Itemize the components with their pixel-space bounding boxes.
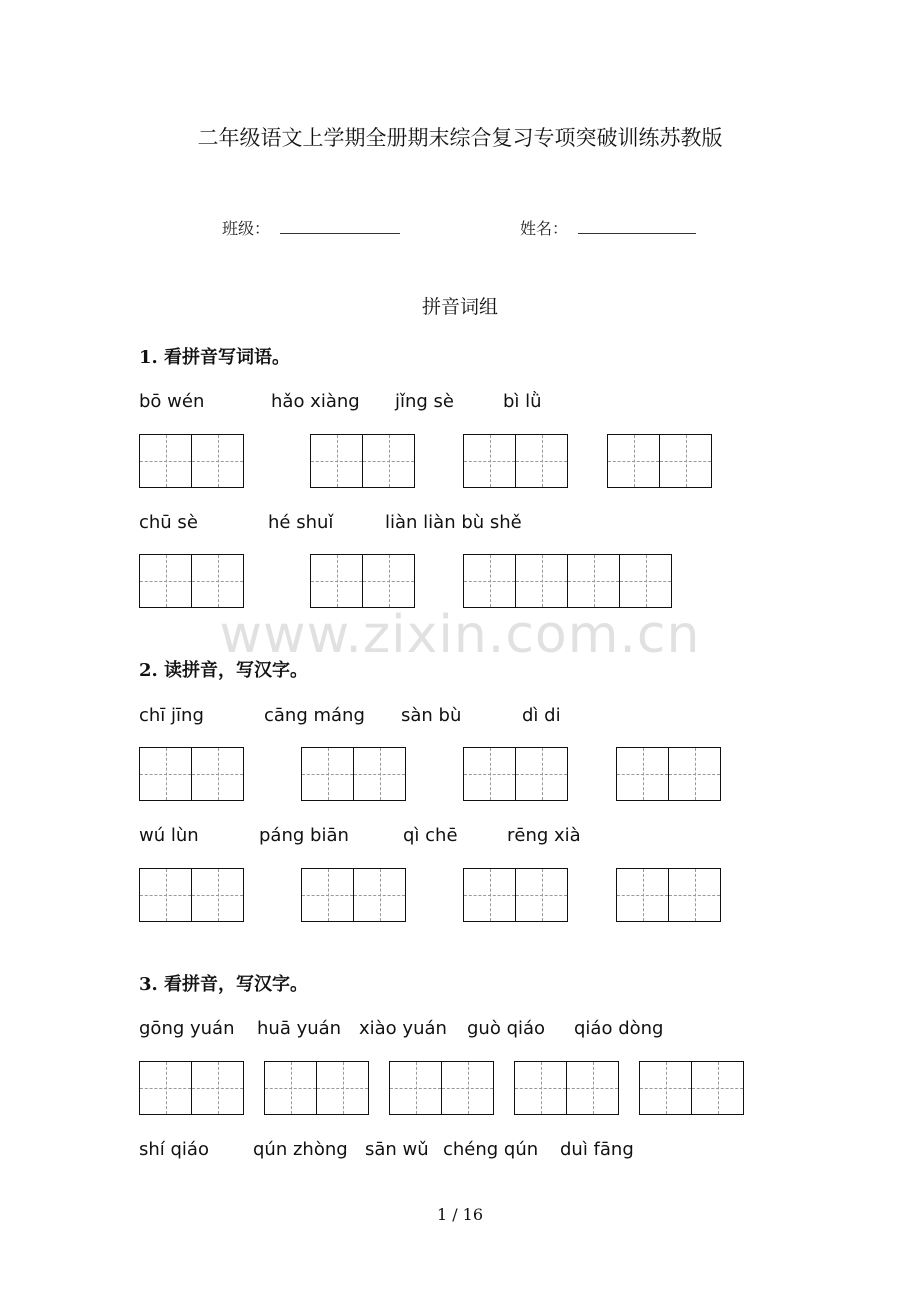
writing-grid[interactable] [264,1061,369,1115]
pinyin-label: chī jīng [139,705,204,726]
pinyin-label: hǎo xiàng [271,391,360,412]
writing-grid[interactable] [139,868,244,922]
writing-grid[interactable] [463,747,568,801]
watermark: www.zixin.com.cn [219,605,701,665]
name-label: 姓名： [520,219,569,238]
writing-grid[interactable] [616,747,721,801]
pinyin-label: páng biān [259,825,349,846]
writing-grid[interactable] [310,434,415,488]
question-1-heading: 1. 看拼音写词语。 [139,347,291,368]
writing-grid[interactable] [463,434,568,488]
pinyin-label: dì di [522,705,561,726]
grid-cell[interactable] [608,435,660,487]
class-label: 班级： [222,219,271,238]
grid-cell[interactable] [311,435,363,487]
grid-cell[interactable] [567,1062,619,1114]
pinyin-label: cāng máng [264,705,365,726]
grid-cell[interactable] [140,555,192,607]
writing-grid[interactable] [310,554,415,608]
grid-cell[interactable] [140,869,192,921]
grid-cell[interactable] [516,869,568,921]
grid-cell[interactable] [140,1062,192,1114]
grid-cell[interactable] [568,555,620,607]
grid-cell[interactable] [192,555,244,607]
grid-cell[interactable] [660,435,712,487]
grid-cell[interactable] [620,555,672,607]
writing-grid[interactable] [607,434,712,488]
grid-cell[interactable] [192,1062,244,1114]
grid-cell[interactable] [302,748,354,800]
page-number: 1 / 16 [436,1205,484,1224]
pinyin-label: jǐng sè [395,391,455,412]
grid-cell[interactable] [302,869,354,921]
grid-cell[interactable] [617,748,669,800]
grid-cell[interactable] [464,435,516,487]
section-title: 拼音词组 [421,296,498,318]
class-blank[interactable] [280,233,400,234]
grid-cell[interactable] [516,748,568,800]
grid-cell[interactable] [192,748,244,800]
writing-grid[interactable] [139,434,244,488]
grid-cell[interactable] [192,435,244,487]
writing-grid[interactable] [139,747,244,801]
grid-cell[interactable] [464,555,516,607]
pinyin-label: bō wén [139,391,205,412]
writing-grid[interactable] [301,747,406,801]
pinyin-label: liàn liàn bù shě [385,512,522,533]
pinyin-label: wú lùn [139,825,199,846]
pinyin-label: chéng qún [443,1139,539,1160]
pinyin-label: huā yuán [257,1018,342,1039]
pinyin-label: bì lǜ [503,391,542,412]
writing-grid[interactable] [139,554,244,608]
pinyin-label: shí qiáo [139,1139,209,1160]
pinyin-label: sàn bù [401,705,462,726]
grid-cell[interactable] [390,1062,442,1114]
grid-cell[interactable] [516,435,568,487]
grid-cell[interactable] [192,869,244,921]
writing-grid[interactable] [616,868,721,922]
pinyin-label: qì chē [403,825,458,846]
grid-cell[interactable] [140,435,192,487]
pinyin-label: qún zhòng [253,1139,348,1160]
grid-cell[interactable] [617,869,669,921]
pinyin-label: guò qiáo [467,1018,546,1039]
question-3-heading: 3. 看拼音，写汉字。 [139,974,309,995]
name-blank[interactable] [578,233,696,234]
writing-grid[interactable] [389,1061,494,1115]
grid-cell[interactable] [311,555,363,607]
writing-grid[interactable] [463,554,672,608]
grid-cell[interactable] [363,435,415,487]
writing-grid[interactable] [639,1061,744,1115]
grid-cell[interactable] [516,555,568,607]
writing-grid[interactable] [514,1061,619,1115]
grid-cell[interactable] [363,555,415,607]
grid-cell[interactable] [354,869,406,921]
writing-grid[interactable] [139,1061,244,1115]
writing-grid[interactable] [301,868,406,922]
writing-grid[interactable] [463,868,568,922]
grid-cell[interactable] [140,748,192,800]
grid-cell[interactable] [692,1062,744,1114]
pinyin-label: xiào yuán [359,1018,447,1039]
grid-cell[interactable] [464,748,516,800]
pinyin-label: gōng yuán [139,1018,235,1039]
question-2-heading: 2. 读拼音，写汉字。 [139,660,309,681]
grid-cell[interactable] [515,1062,567,1114]
pinyin-label: sān wǔ [365,1139,429,1160]
grid-cell[interactable] [464,869,516,921]
grid-cell[interactable] [317,1062,369,1114]
pinyin-label: chū sè [139,512,198,533]
grid-cell[interactable] [669,869,721,921]
pinyin-label: duì fāng [560,1139,634,1160]
document-title: 二年级语文上学期全册期末综合复习专项突破训练苏教版 [197,126,723,150]
pinyin-label: rēng xià [507,825,581,846]
grid-cell[interactable] [354,748,406,800]
grid-cell[interactable] [640,1062,692,1114]
pinyin-label: hé shuǐ [268,512,334,533]
pinyin-label: qiáo dòng [574,1018,664,1039]
grid-cell[interactable] [669,748,721,800]
grid-cell[interactable] [442,1062,494,1114]
grid-cell[interactable] [265,1062,317,1114]
